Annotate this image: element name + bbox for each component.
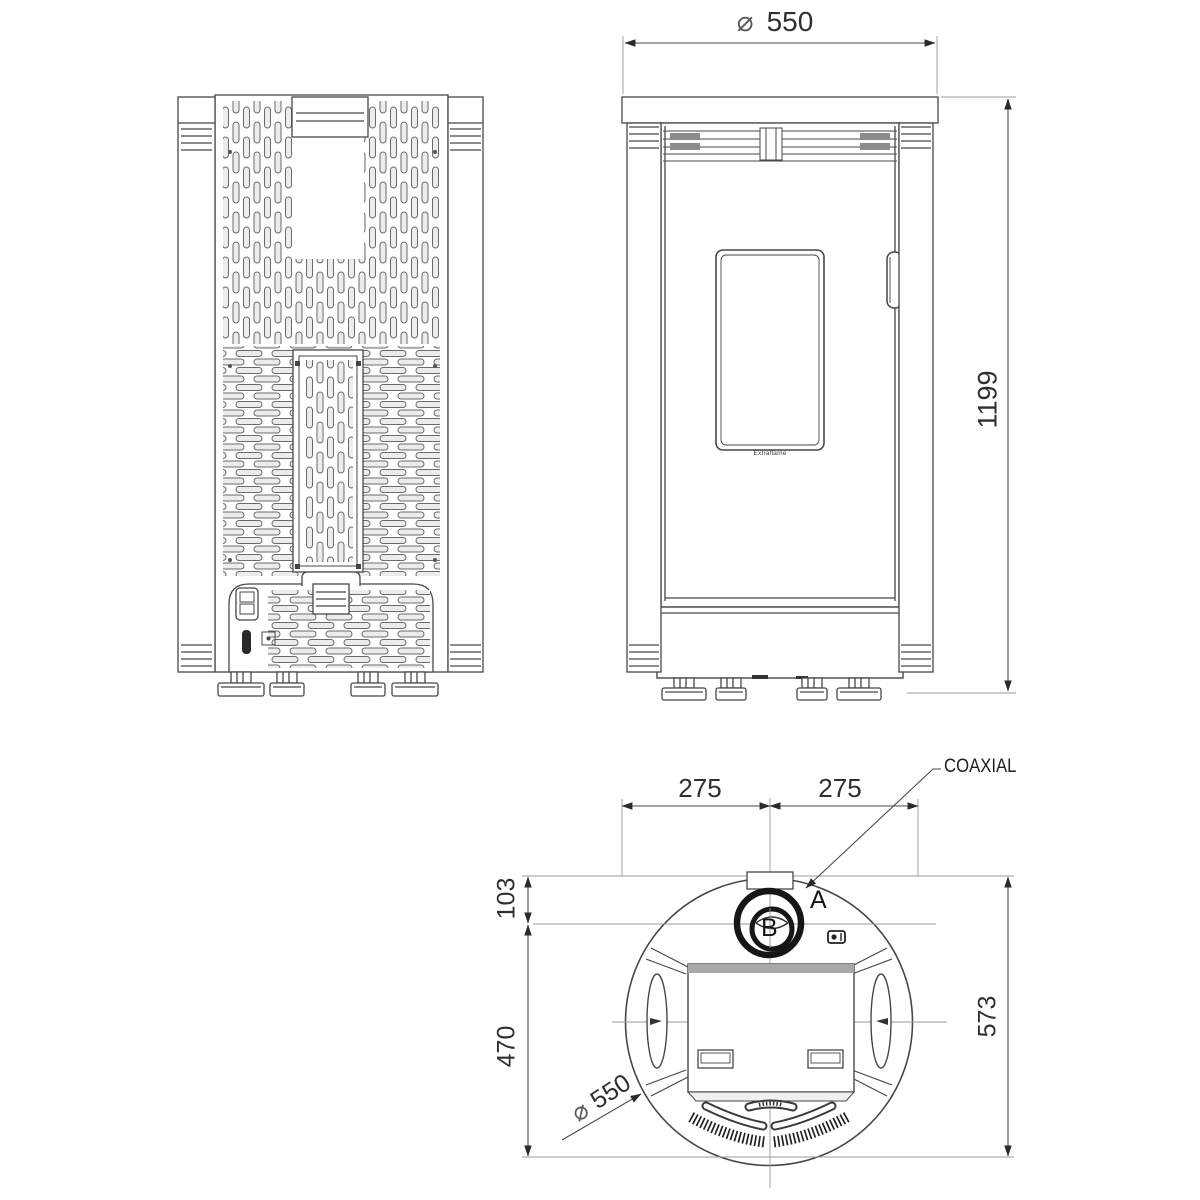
rear-view [178, 95, 483, 696]
dim-overall-depth-label: 573 [973, 995, 1002, 1038]
dim-left-half-label: 275 [678, 773, 722, 803]
dim-flue-offset-label: 103 [492, 877, 521, 920]
diameter-symbol-diagonal: ⌀ [565, 1095, 594, 1127]
coaxial-label: COAXIAL [944, 756, 1017, 777]
front-right-pillar [899, 123, 933, 672]
central-compartment [688, 964, 854, 1101]
dim-top-width-label [695, 7, 855, 37]
rear-top-recess [292, 97, 368, 137]
brand-logo-text: Extraflame [753, 449, 787, 457]
rear-bottom-panel [229, 572, 433, 672]
outlet-a-label: A [810, 886, 827, 914]
front-view [622, 97, 938, 700]
top-view [522, 798, 1014, 1188]
dim-base-diameter-value: 550 [585, 1068, 636, 1115]
dim-top-width-value: 550 [766, 6, 814, 37]
dim-right-half-label: 275 [818, 773, 862, 803]
rear-feet [218, 672, 438, 696]
rear-left-pillar [178, 97, 215, 672]
diameter-symbol: ⌀ [736, 6, 754, 37]
front-feet [662, 678, 881, 700]
rear-flue-channel [293, 350, 363, 572]
outlet-b-label: B [761, 914, 778, 942]
flue-collar [747, 872, 793, 889]
front-plinth [657, 607, 903, 679]
front-top-cap [622, 97, 938, 123]
front-door-area [661, 123, 899, 607]
dim-overall-height-label: 1199 [972, 370, 1003, 429]
rear-right-pillar [448, 97, 483, 672]
dim-flue-to-front-label: 470 [492, 1025, 521, 1068]
front-left-pillar [627, 123, 661, 672]
